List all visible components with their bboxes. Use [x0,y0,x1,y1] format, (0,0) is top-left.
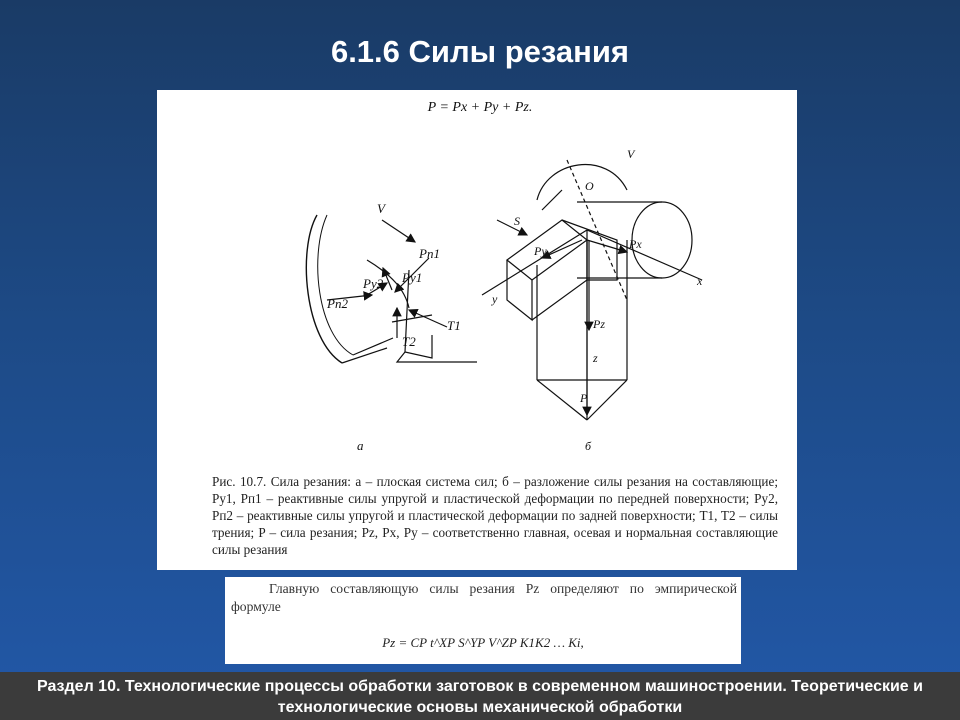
text-panel [225,577,741,664]
label-py: Py [534,244,547,258]
formula-top: P = Px + Py + Pz. [427,100,533,115]
label-z: z [593,351,598,365]
label-p: P [580,391,588,405]
figure-caption: Рис. 10.7. Сила резания: а – плоская система сил; б – разложение силы резания на составляющие; Py1, Pп1 – реактивные силы упругой и пластической деформации по передней поверхности; Py2, Pп2 – реактивные силы упругой и пластической деформации по задней поверхности; T1, T2 – силы трения; P – сила резания; Pz, Px, Py – соответственно главная, осевая и нормальная составляющие силы резания [212,474,778,557]
label-py1: Py1 [402,270,423,285]
label-pz: Pz [593,317,605,331]
label-pn1: Pп1 [419,246,440,261]
sublabel-b: б [585,439,592,453]
label-v-b: V [627,147,635,161]
label-t1: T1 [447,318,461,333]
footer-text: Раздел 10. Технологические процессы обработки заготовок в современном машиностроении. Теоретические и технологические основы механической обработки [37,678,923,716]
label-px: Px [629,237,642,251]
label-v-a: V [377,201,385,216]
label-s: S [514,214,520,228]
label-o: O [585,179,594,193]
label-pn2: Pп2 [327,296,348,311]
slide-title: 6.1.6 Силы резания [330,34,630,69]
diagram-a [306,215,477,363]
label-x: x [697,274,703,288]
sublabel-a: а [357,438,364,453]
label-y: y [492,292,498,306]
diagram-b [482,160,702,420]
empirical-formula: Pz = CP t^XP S^YP V^ZP K1K2 … Ki, [382,635,584,650]
label-t2: T2 [402,334,416,349]
label-py2: Py2 [363,276,384,291]
text-paragraph: Главную составляющую силы резания Pz определяют по эмпирической формуле [231,581,737,614]
